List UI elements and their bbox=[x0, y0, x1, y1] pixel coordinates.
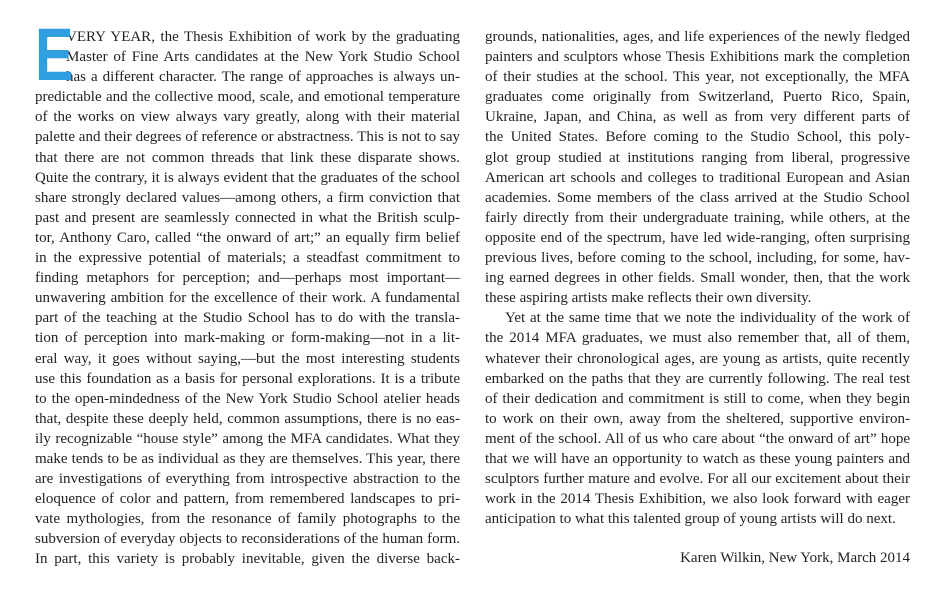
text-line: these aspiring artists make reflects their own diversity. bbox=[485, 290, 812, 307]
text-line: subversion of everyday objects to reconsiderations of the human form. bbox=[35, 531, 460, 548]
text-line: of their dedication and commitment is still to come, when they begin bbox=[485, 390, 910, 407]
text-line: make tends to be as individual as they are themselves. This year, there bbox=[35, 450, 460, 467]
text-line: ment of the school. All of us who care about “the onward of art” hope bbox=[485, 430, 910, 447]
text-line: eral way, it goes without saying,—but the most interesting students bbox=[35, 350, 460, 367]
text-line: VERY YEAR, the Thesis Exhibition of work by the graduating bbox=[66, 29, 460, 45]
text-line: opposite end of the spectrum, have led wide-ranging, often surprising bbox=[485, 229, 910, 246]
drop-cap: E bbox=[35, 13, 74, 96]
text-line: to work on their own, away from the sheltered, supportive environ- bbox=[485, 410, 910, 427]
text-line: academies. Some members of the class arrived at the Studio School bbox=[485, 189, 910, 206]
text-line: that, despite these deeply held, common assumptions, there is no eas- bbox=[35, 410, 460, 427]
text-line: graduates come originally from Switzerland, Puerto Rico, Spain, bbox=[485, 89, 910, 106]
text-line: predictable and the collective mood, scale, and emotional temperature bbox=[35, 89, 460, 106]
text-line: the 2014 MFA graduates, we must also remember that, all of them, bbox=[485, 330, 910, 347]
text-line: anticipation to what this talented group of young artists will do next. bbox=[485, 511, 896, 528]
text-line: of their studies at the school. This year, not exceptionally, the MFA bbox=[485, 69, 910, 86]
text-line: that we will have an opportunity to watch as these young painters and bbox=[485, 450, 910, 467]
text-line: embarked on the paths that they are currently following. The real test bbox=[485, 370, 910, 387]
text-line: glot group studied at institutions ranging from liberal, progressive bbox=[485, 149, 910, 166]
text-line: Quite the contrary, it is always evident that the graduates of the school bbox=[35, 169, 460, 186]
text-line: grounds, nationalities, ages, and life experiences of the newly fledged bbox=[485, 29, 910, 45]
text-line: painters and sculptors whose Thesis Exhibitions mark the completion bbox=[485, 49, 910, 66]
text-line: fairly directly from their undergraduate training, while others, at the bbox=[485, 209, 910, 226]
text-line: tion of perception into mark-making or form-making—not in a lit- bbox=[35, 330, 460, 347]
text-line: Yet at the same time that we note the individuality of the work of bbox=[505, 310, 910, 327]
text-line: of the works on view always vary greatly, along with their material bbox=[35, 109, 460, 126]
text-line: to the open-mindedness of the New York Studio School atelier heads bbox=[35, 390, 460, 407]
left-column bbox=[35, 13, 460, 570]
text-line: finding metaphors for perception; and—perhaps most important— bbox=[35, 270, 460, 287]
text-line: whatever their chronological ages, are young as artists, quite recently bbox=[485, 350, 910, 367]
text-line: ing earned degrees in other fields. Small wonder, then, that the work bbox=[485, 270, 910, 287]
text-line: the United States. Before coming to the Studio School, this poly- bbox=[485, 129, 910, 146]
text-line: In part, this variety is probably inevitable, given the diverse back- bbox=[35, 551, 460, 568]
text-line: Master of Fine Arts candidates at the New York Studio School bbox=[66, 49, 460, 66]
text-line: part of the teaching at the Studio School has to do with the transla- bbox=[35, 310, 460, 327]
text-line: sculptors further mature and evolve. For all our excitement about their bbox=[485, 471, 910, 488]
author-signature: Karen Wilkin, New York, March 2014 bbox=[680, 550, 910, 566]
text-line: previous lives, before coming to the school, including, for some, hav- bbox=[485, 250, 910, 267]
text-line: vate mythologies, from the resonance of family photographs to the bbox=[35, 511, 460, 528]
text-line: past and present are seamlessly connected in what the British sculp- bbox=[35, 209, 460, 226]
text-line: eloquence of color and pattern, from remembered landscapes to pri- bbox=[35, 491, 460, 508]
text-line: palette and their degrees of reference or abstractness. This is not to say bbox=[35, 129, 460, 146]
text-line: are investigations of everything from introspective abstraction to the bbox=[35, 471, 460, 488]
text-line: American art schools and colleges to traditional European and Asian bbox=[485, 169, 910, 186]
text-line: that there are not common threads that link these disparate shows. bbox=[35, 149, 460, 166]
text-line: Ukraine, Japan, and China, as well as from very different parts of bbox=[485, 109, 910, 126]
text-line: has a different character. The range of approaches is always un- bbox=[66, 69, 460, 86]
right-column bbox=[485, 27, 910, 529]
text-line: share strongly declared values—among others, a firm conviction that bbox=[35, 189, 460, 206]
text-line: ily recognizable “house style” among the MFA candidates. What they bbox=[35, 430, 460, 447]
text-line: use this foundation as a basis for personal explorations. It is a tribute bbox=[35, 370, 460, 387]
text-line: work in the 2014 Thesis Exhibition, we also look forward with eager bbox=[485, 491, 910, 508]
text-line: tor, Anthony Caro, called “the onward of art;” an equally firm belief bbox=[35, 229, 460, 246]
text-line: in the expressive potential of materials; a steadfast commitment to bbox=[35, 250, 460, 267]
text-line: unwavering ambition for the excellence of their work. A fundamental bbox=[35, 290, 460, 307]
